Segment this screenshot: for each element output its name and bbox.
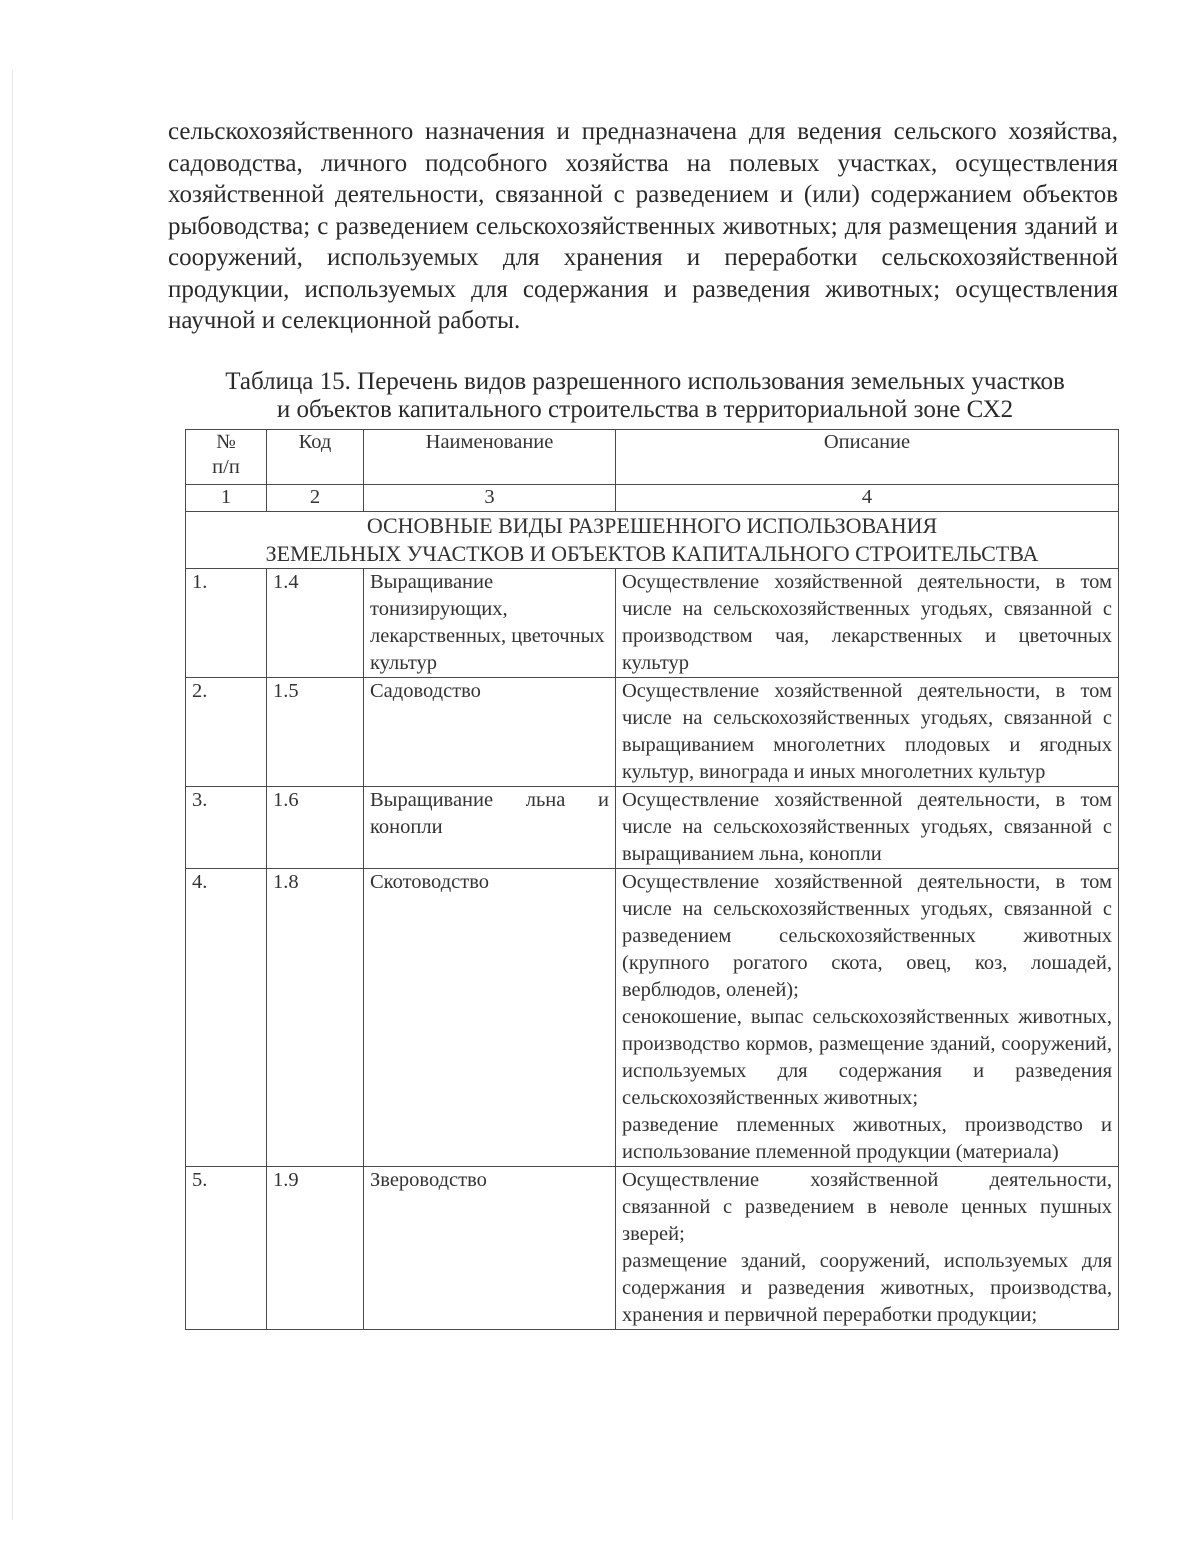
row-number: 3. (186, 787, 267, 869)
row-description (616, 869, 1119, 1167)
column-number: 3 (364, 485, 616, 512)
row-description-paragraph: размещение зданий, сооружений, используемых для содержания и разведения животных, производства, хранения и первичной переработки продукции; (622, 1250, 1112, 1326)
table-caption-line2: и объектов капитального строительства в территориальной зоне СХ2 (276, 396, 1014, 423)
row-description (616, 787, 1119, 869)
column-number-row (186, 485, 1119, 512)
row-number: 2. (186, 678, 267, 787)
table-row (186, 1167, 1119, 1330)
header-num-abbr: п/п (212, 456, 240, 478)
row-name: Скотоводство (364, 869, 616, 1167)
row-number: 1. (186, 569, 267, 678)
row-number: 4. (186, 869, 267, 1167)
row-name: Садоводство (364, 678, 616, 787)
row-description (616, 569, 1119, 678)
section-title (186, 512, 1119, 569)
table-header-row (186, 430, 1119, 485)
row-code: 1.8 (267, 869, 364, 1167)
row-description-paragraph: Осуществление хозяйственной деятельности, в том числе на сельскохозяйственных угодьях, связанной с производством чая, лекарственных и цветочных культур (622, 571, 1112, 674)
table-caption (150, 368, 1140, 424)
section-title-row (186, 512, 1119, 569)
row-description (616, 678, 1119, 787)
row-code: 1.5 (267, 678, 364, 787)
row-name: Выращивание льна и конопли (364, 787, 616, 869)
row-code: 1.6 (267, 787, 364, 869)
scan-edge-line (12, 70, 13, 1520)
row-description-paragraph: Осуществление хозяйственной деятельности, в том числе на сельскохозяйственных угодьях, связанной с разведением сельскохозяйственных животных (крупного рогатого скота, овец, коз, лошадей, верблюдов, оленей); (622, 871, 1112, 1001)
row-name: Выращивание тонизирующих, лекарственных, цветочных культур (364, 569, 616, 678)
table-caption-line1: Таблица 15. Перечень видов разрешенного использования земельных участков (225, 368, 1065, 395)
row-description-paragraph: Осуществление хозяйственной деятельности, в том числе на сельскохозяйственных угодьях, связанной с выращиванием многолетних плодовых и ягодных культур, винограда и иных многолетних культур (622, 680, 1112, 783)
column-number: 1 (186, 485, 267, 512)
row-description-paragraph: Осуществление хозяйственной деятельности, в том числе на сельскохозяйственных угодьях, связанной с выращиванием льна, конопли (622, 789, 1112, 865)
table-row (186, 787, 1119, 869)
section-title-line2: ЗЕМЕЛЬНЫХ УЧАСТКОВ И ОБЪЕКТОВ КАПИТАЛЬНОГО СТРОИТЕЛЬСТВА (265, 541, 1039, 566)
header-description: Описание (616, 430, 1119, 485)
row-description (616, 1167, 1119, 1330)
header-num-symbol: № (216, 431, 236, 453)
header-name: Наименование (364, 430, 616, 485)
header-code: Код (267, 430, 364, 485)
section-title-line1: ОСНОВНЫЕ ВИДЫ РАЗРЕШЕННОГО ИСПОЛЬЗОВАНИЯ (366, 513, 938, 538)
row-number: 5. (186, 1167, 267, 1330)
table-row (186, 569, 1119, 678)
table-row (186, 678, 1119, 787)
column-number: 4 (616, 485, 1119, 512)
intro-paragraph: сельскохозяйственного назначения и предназначена для ведения сельского хозяйства, садоводства, личного подсобного хозяйства на полевых участках, осуществления хозяйственной деятельности, связанной с разведением и (или) содержанием объектов рыбоводства; с разведением сельскохозяйственных животных; для размещения зданий и сооружений, используемых для хранения и переработки сельскохозяйственной продукции, используемых для содержания и разведения животных; осуществления научной и селекционной работы. (168, 118, 1118, 334)
header-num (186, 430, 267, 485)
row-code: 1.9 (267, 1167, 364, 1330)
row-code: 1.4 (267, 569, 364, 678)
land-use-table (185, 429, 1119, 1330)
column-number: 2 (267, 485, 364, 512)
row-name: Звероводство (364, 1167, 616, 1330)
row-description-paragraph: разведение племенных животных, производство и использование племенной продукции (материала) (622, 1114, 1112, 1163)
row-description-paragraph: Осуществление хозяйственной деятельности, связанной с разведением в неволе ценных пушных зверей; (622, 1169, 1112, 1245)
table-row (186, 869, 1119, 1167)
row-description-paragraph: сенокошение, выпас сельскохозяйственных животных, производство кормов, размещение зданий, сооружений, используемых для содержания и разведения сельскохозяйственных животных; (622, 1006, 1112, 1109)
